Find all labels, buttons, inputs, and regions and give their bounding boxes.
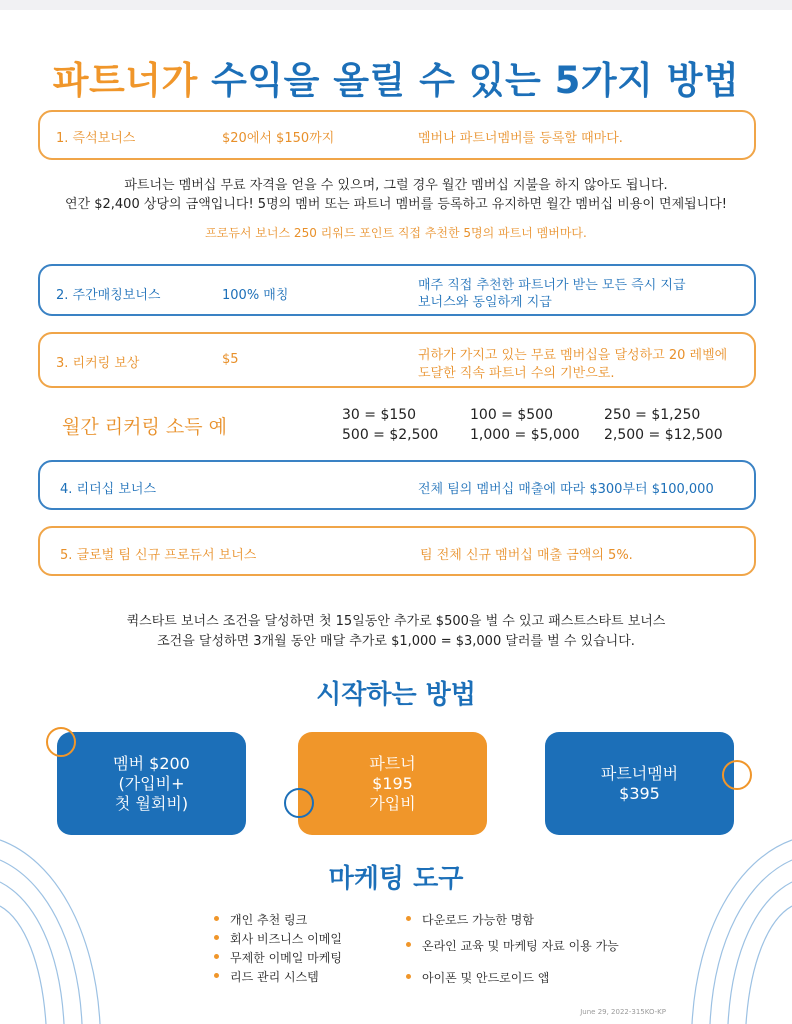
decorative-ring <box>722 760 752 790</box>
bonus-label: 5. 글로벌 팀 신규 프로듀서 보너스 <box>60 548 257 563</box>
bullet-icon <box>214 973 219 978</box>
card-line-1: 파트너 <box>369 753 416 773</box>
bonus-amount: $20에서 $150까지 <box>222 131 335 146</box>
intro-line-1: 파트너는 멤버십 무료 자격을 얻을 수 있으며, 그럴 경우 월간 멤버십 지불을 하지 않아도 됩니다. <box>124 178 668 193</box>
card-line-2: $195 <box>372 773 413 793</box>
bonus-label: 3. 리커링 보상 <box>56 356 140 371</box>
monthly-value: 100 = $500 <box>470 407 553 423</box>
bonus-box-1 <box>38 110 756 160</box>
bonus-description: 멤버나 파트너멤버를 등록할 때마다. <box>418 131 623 146</box>
list-item: 개인 추천 링크 <box>214 911 342 930</box>
title-part-1: 파트너가 <box>52 59 198 102</box>
list-item: 무제한 이메일 마케팅 <box>214 949 342 968</box>
decorative-arcs-right <box>672 820 792 1024</box>
member-card <box>57 732 246 835</box>
list-item: 회사 비즈니스 이메일 <box>214 930 342 949</box>
quickstart-line-1: 퀵스타트 보너스 조건을 달성하면 첫 15일동안 추가로 $500을 벌 수 있고 패스트스타트 보너스 <box>126 614 666 629</box>
list-item: 아이폰 및 안드로이드 앱 <box>406 969 619 988</box>
decorative-ring <box>284 788 314 818</box>
bonus-description: 팀 전체 신규 멤버십 매출 금액의 5%. <box>420 548 633 563</box>
title-part-2: 수익을 올릴 수 있는 5가지 방법 <box>211 59 740 102</box>
bullet-icon <box>214 916 219 921</box>
monthly-value: 500 = $2,500 <box>342 427 439 443</box>
bonus-box-2 <box>38 264 756 316</box>
card-line-3: 가입비 <box>369 793 416 813</box>
quickstart-line-2: 조건을 달성하면 3개월 동안 매달 추가로 $1,000 = $3,000 달러를 벌 수 있습니다. <box>157 634 635 649</box>
partner-member-card <box>545 732 734 835</box>
bonus-box-3 <box>38 332 756 388</box>
intro-line-2: 연간 $2,400 상당의 금액입니다! 5명의 멤버 또는 파트너 멤버를 등록하고 유지하면 월간 멤버십 비용이 면제됩니다! <box>64 197 728 212</box>
list-item: 온라인 교육 및 마케팅 자료 이용 가능 <box>406 935 619 969</box>
bullet-icon <box>406 974 411 979</box>
bullet-icon <box>406 916 411 921</box>
card-line-2: $395 <box>619 783 660 803</box>
decorative-arcs-left <box>0 820 120 1024</box>
card-line-2: (가입비+ <box>118 773 185 793</box>
bonus-description-line-2: 보너스와 동일하게 지급 <box>418 295 552 310</box>
monthly-value: 1,000 = $5,000 <box>470 427 580 443</box>
bonus-description-line-1: 귀하가 가지고 있는 무료 멤버십을 달성하고 20 레벨에 <box>418 348 728 363</box>
partner-card <box>298 732 487 835</box>
monthly-value: 250 = $1,250 <box>604 407 701 423</box>
bonus-label: 4. 리더십 보너스 <box>60 482 157 497</box>
bullet-icon <box>214 935 219 940</box>
bonus-box-5 <box>38 526 756 576</box>
bonus-description-line-2: 도달한 직속 파트너 수의 기반으로. <box>418 366 615 381</box>
top-bar <box>0 0 792 10</box>
card-line-1: 멤버 $200 <box>113 753 190 773</box>
monthly-value: 30 = $150 <box>342 407 417 423</box>
card-line-1: 파트너멤버 <box>600 763 679 783</box>
page-title <box>0 50 792 104</box>
bonus-description-line-1: 매주 직접 추천한 파트너가 받는 모든 즉시 지급 <box>418 278 686 293</box>
bullet-icon <box>214 954 219 959</box>
marketing-section-title: 마케팅 도구 <box>328 864 464 894</box>
list-item: 다운로드 가능한 명함 <box>406 911 619 935</box>
list-item: 리드 관리 시스템 <box>214 968 342 987</box>
bonus-amount: 100% 매칭 <box>222 288 289 303</box>
bonus-label: 2. 주간매칭보너스 <box>56 288 161 303</box>
footer-date: June 29, 2022-315KO-KP <box>580 1008 666 1016</box>
bonus-label: 1. 즉석보너스 <box>56 131 136 146</box>
bullet-icon <box>406 942 411 947</box>
monthly-value: 2,500 = $12,500 <box>604 427 723 443</box>
bonus-description: 전체 팀의 멤버십 매출에 따라 $300부터 $100,000 <box>418 482 714 497</box>
producer-bonus-text: 프로듀서 보너스 250 리워드 포인트 직접 추천한 5명의 파트너 멤버마다. <box>205 226 587 240</box>
marketing-tools-left <box>214 911 342 987</box>
start-section-title: 시작하는 방법 <box>316 680 476 710</box>
bonus-amount: $5 <box>222 352 239 367</box>
card-line-3: 첫 월회비) <box>114 793 189 813</box>
monthly-income-title: 월간 리커링 소득 예 <box>62 416 227 438</box>
decorative-ring <box>46 727 76 757</box>
bonus-box-4 <box>38 460 756 510</box>
marketing-tools-right <box>406 911 619 988</box>
